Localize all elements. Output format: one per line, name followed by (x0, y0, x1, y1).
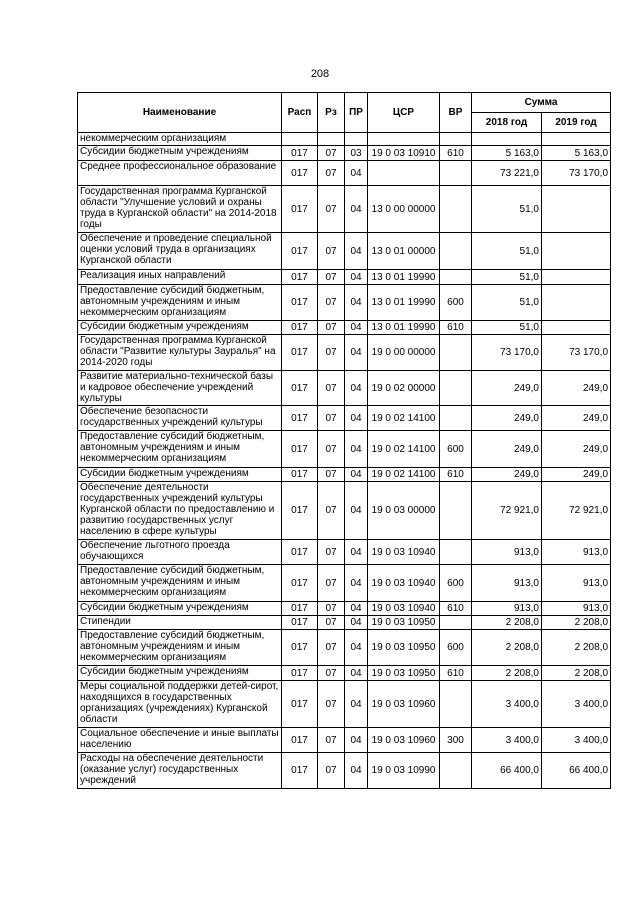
row-sum-2019: 5 163,0 (542, 146, 611, 161)
row-name: Стипендии (78, 616, 282, 630)
row-vr: 600 (440, 630, 472, 666)
row-csr: 19 0 00 00000 (368, 335, 440, 371)
row-sum-2019 (542, 133, 611, 146)
table-body (78, 133, 611, 789)
row-name: Предоставление субсидий бюджетным, автономным учреждениям и иным некоммерческим организациям (78, 431, 282, 468)
row-name: Предоставление субсидий бюджетным, автономным учреждениям и иным некоммерческим организациям (78, 565, 282, 602)
row-name: Реализация иных направлений (78, 270, 282, 285)
row-sum-2019: 2 208,0 (542, 666, 611, 681)
row-csr: 19 0 03 10950 (368, 616, 440, 630)
row-name: Государственная программа Курганской области "Улучшение условий и охраны труда в Курганской области" на 2014-2018 годы (78, 186, 282, 233)
row-sum-2018: 913,0 (472, 602, 542, 616)
row-rasp: 017 (282, 630, 318, 666)
row-vr (440, 753, 472, 789)
row-csr: 19 0 03 10960 (368, 728, 440, 753)
row-sum-2019 (542, 285, 611, 321)
row-rz: 07 (318, 335, 345, 371)
row-csr (368, 133, 440, 146)
row-rasp: 017 (282, 666, 318, 681)
row-rasp: 017 (282, 321, 318, 335)
row-csr: 19 0 03 10950 (368, 630, 440, 666)
table-row (78, 681, 611, 728)
table-row (78, 285, 611, 321)
row-pr: 04 (345, 321, 368, 335)
row-rasp: 017 (282, 753, 318, 789)
row-name: Субсидии бюджетным учреждениям (78, 146, 282, 161)
row-pr: 04 (345, 666, 368, 681)
row-rz: 07 (318, 270, 345, 285)
row-csr: 13 0 01 19990 (368, 321, 440, 335)
row-pr: 04 (345, 565, 368, 602)
row-sum-2018: 3 400,0 (472, 681, 542, 728)
row-vr: 300 (440, 728, 472, 753)
table-row (78, 133, 611, 146)
row-sum-2019 (542, 321, 611, 335)
row-rasp: 017 (282, 728, 318, 753)
table-row (78, 602, 611, 616)
row-name: Субсидии бюджетным учреждениям (78, 321, 282, 335)
table-row (78, 468, 611, 482)
row-rz: 07 (318, 565, 345, 602)
row-name: Среднее профессиональное образование (78, 161, 282, 186)
row-rasp: 017 (282, 482, 318, 540)
row-rz: 07 (318, 602, 345, 616)
row-name: Государственная программа Курганской области "Развитие культуры Зауралья" на 2014-2020 годы (78, 335, 282, 371)
row-sum-2019: 3 400,0 (542, 728, 611, 753)
table-row (78, 666, 611, 681)
row-pr: 04 (345, 602, 368, 616)
row-sum-2018 (472, 133, 542, 146)
row-name: Обеспечение безопасности государственных учреждений культуры (78, 406, 282, 431)
table-row (78, 146, 611, 161)
row-rz (318, 133, 345, 146)
row-csr: 19 0 03 00000 (368, 482, 440, 540)
row-name: Обеспечение деятельности государственных учреждений культуры Курганской области по предоставлению и развитию государственных услуг населению в сфере культуры (78, 482, 282, 540)
row-name: Обеспечение и проведение специальной оценки условий труда в организациях Курганской области (78, 233, 282, 270)
row-vr (440, 270, 472, 285)
row-csr: 19 0 03 10990 (368, 753, 440, 789)
row-sum-2018: 249,0 (472, 431, 542, 468)
table-row (78, 630, 611, 666)
row-rz: 07 (318, 431, 345, 468)
row-pr: 04 (345, 161, 368, 186)
row-pr: 04 (345, 468, 368, 482)
row-pr: 04 (345, 186, 368, 233)
row-sum-2018: 249,0 (472, 468, 542, 482)
table-row (78, 728, 611, 753)
row-sum-2018: 51,0 (472, 186, 542, 233)
row-rz: 07 (318, 146, 345, 161)
row-vr (440, 482, 472, 540)
header-year-2018: 2018 год (472, 113, 542, 133)
table-row (78, 482, 611, 540)
row-sum-2019: 913,0 (542, 540, 611, 565)
table-row (78, 753, 611, 789)
row-name: Расходы на обеспечение деятельности (оказание услуг) государственных учреждений (78, 753, 282, 789)
header-rz: Рз (318, 93, 345, 133)
row-rasp: 017 (282, 186, 318, 233)
row-pr: 04 (345, 681, 368, 728)
row-csr (368, 161, 440, 186)
row-vr: 600 (440, 285, 472, 321)
row-name: Предоставление субсидий бюджетным, автономным учреждениям и иным некоммерческим организациям (78, 630, 282, 666)
row-csr: 19 0 03 10910 (368, 146, 440, 161)
row-vr (440, 186, 472, 233)
row-sum-2019: 73 170,0 (542, 161, 611, 186)
row-pr: 04 (345, 233, 368, 270)
row-rasp: 017 (282, 616, 318, 630)
row-sum-2018: 2 208,0 (472, 630, 542, 666)
row-csr: 19 0 03 10940 (368, 540, 440, 565)
row-sum-2018: 51,0 (472, 233, 542, 270)
table-row (78, 371, 611, 406)
row-rasp: 017 (282, 468, 318, 482)
row-rz: 07 (318, 161, 345, 186)
row-rasp: 017 (282, 161, 318, 186)
row-sum-2019: 2 208,0 (542, 630, 611, 666)
table-row (78, 270, 611, 285)
row-vr: 610 (440, 321, 472, 335)
row-rz: 07 (318, 186, 345, 233)
table-row (78, 431, 611, 468)
table-row (78, 186, 611, 233)
row-vr: 610 (440, 146, 472, 161)
row-pr (345, 133, 368, 146)
row-rz: 07 (318, 406, 345, 431)
row-sum-2018: 51,0 (472, 270, 542, 285)
row-name: Предоставление субсидий бюджетным, автономным учреждениям и иным некоммерческим организациям (78, 285, 282, 321)
row-csr: 19 0 03 10950 (368, 666, 440, 681)
row-vr: 610 (440, 602, 472, 616)
row-pr: 04 (345, 482, 368, 540)
row-pr: 04 (345, 753, 368, 789)
row-rasp (282, 133, 318, 146)
row-sum-2019: 66 400,0 (542, 753, 611, 789)
row-csr: 19 0 03 10940 (368, 602, 440, 616)
row-rasp: 017 (282, 540, 318, 565)
header-rasp: Расп (282, 93, 318, 133)
row-pr: 04 (345, 335, 368, 371)
row-vr (440, 681, 472, 728)
row-name: Субсидии бюджетным учреждениям (78, 468, 282, 482)
row-csr: 13 0 01 19990 (368, 270, 440, 285)
header-csr: ЦСР (368, 93, 440, 133)
row-vr (440, 233, 472, 270)
table-row (78, 321, 611, 335)
row-rasp: 017 (282, 335, 318, 371)
row-sum-2019: 73 170,0 (542, 335, 611, 371)
header-name: Наименование (78, 93, 282, 133)
row-sum-2019 (542, 233, 611, 270)
header-sum: Сумма (472, 93, 611, 113)
header-pr: ПР (345, 93, 368, 133)
row-pr: 04 (345, 270, 368, 285)
row-pr: 03 (345, 146, 368, 161)
row-rasp: 017 (282, 681, 318, 728)
row-rasp: 017 (282, 270, 318, 285)
row-sum-2018: 5 163,0 (472, 146, 542, 161)
row-pr: 04 (345, 406, 368, 431)
row-sum-2019 (542, 186, 611, 233)
row-sum-2019: 249,0 (542, 431, 611, 468)
row-rz: 07 (318, 540, 345, 565)
table-header (78, 93, 611, 133)
row-vr (440, 335, 472, 371)
row-rz: 07 (318, 728, 345, 753)
row-vr: 610 (440, 666, 472, 681)
row-sum-2019: 3 400,0 (542, 681, 611, 728)
row-rz: 07 (318, 753, 345, 789)
row-vr (440, 406, 472, 431)
row-rz: 07 (318, 681, 345, 728)
row-name: Субсидии бюджетным учреждениям (78, 666, 282, 681)
row-rasp: 017 (282, 285, 318, 321)
row-rasp: 017 (282, 371, 318, 406)
row-sum-2019: 913,0 (542, 602, 611, 616)
row-csr: 19 0 02 14100 (368, 468, 440, 482)
row-vr: 600 (440, 565, 472, 602)
row-pr: 04 (345, 431, 368, 468)
row-sum-2018: 2 208,0 (472, 616, 542, 630)
row-name: некоммерческим организациям (78, 133, 282, 146)
row-rasp: 017 (282, 233, 318, 270)
row-rasp: 017 (282, 602, 318, 616)
row-sum-2019: 249,0 (542, 371, 611, 406)
row-rasp: 017 (282, 565, 318, 602)
row-csr: 13 0 01 19990 (368, 285, 440, 321)
row-sum-2019: 249,0 (542, 406, 611, 431)
row-name: Обеспечение льготного проезда обучающихся (78, 540, 282, 565)
row-pr: 04 (345, 630, 368, 666)
row-vr (440, 133, 472, 146)
row-name: Меры социальной поддержки детей-сирот, находящихся в государственных организациях (учреждениях) Курганской области (78, 681, 282, 728)
row-sum-2018: 913,0 (472, 540, 542, 565)
row-rz: 07 (318, 630, 345, 666)
row-rz: 07 (318, 482, 345, 540)
row-sum-2018: 2 208,0 (472, 666, 542, 681)
row-rz: 07 (318, 468, 345, 482)
row-csr: 19 0 02 14100 (368, 431, 440, 468)
table-row (78, 406, 611, 431)
row-sum-2018: 51,0 (472, 285, 542, 321)
row-sum-2019: 2 208,0 (542, 616, 611, 630)
row-csr: 13 0 01 00000 (368, 233, 440, 270)
row-pr: 04 (345, 616, 368, 630)
row-sum-2018: 51,0 (472, 321, 542, 335)
row-vr (440, 540, 472, 565)
row-pr: 04 (345, 285, 368, 321)
row-sum-2018: 913,0 (472, 565, 542, 602)
row-csr: 13 0 00 00000 (368, 186, 440, 233)
row-sum-2018: 73 221,0 (472, 161, 542, 186)
row-sum-2018: 249,0 (472, 406, 542, 431)
row-rz: 07 (318, 285, 345, 321)
row-vr: 610 (440, 468, 472, 482)
row-sum-2018: 249,0 (472, 371, 542, 406)
row-rz: 07 (318, 616, 345, 630)
row-vr (440, 616, 472, 630)
row-pr: 04 (345, 540, 368, 565)
table-row (78, 161, 611, 186)
row-sum-2018: 3 400,0 (472, 728, 542, 753)
row-vr (440, 371, 472, 406)
row-rz: 07 (318, 666, 345, 681)
row-csr: 19 0 02 14100 (368, 406, 440, 431)
row-sum-2019: 913,0 (542, 565, 611, 602)
budget-table (77, 92, 611, 789)
row-pr: 04 (345, 728, 368, 753)
row-sum-2018: 66 400,0 (472, 753, 542, 789)
row-rz: 07 (318, 321, 345, 335)
row-sum-2019: 249,0 (542, 468, 611, 482)
table-row (78, 540, 611, 565)
row-sum-2018: 73 170,0 (472, 335, 542, 371)
row-name: Субсидии бюджетным учреждениям (78, 602, 282, 616)
row-name: Социальное обеспечение и иные выплаты населению (78, 728, 282, 753)
row-csr: 19 0 03 10960 (368, 681, 440, 728)
row-rz: 07 (318, 371, 345, 406)
row-sum-2019 (542, 270, 611, 285)
page-number: 208 (310, 68, 330, 80)
row-name: Развитие материально-технической базы и кадровое обеспечение учреждений культуры (78, 371, 282, 406)
row-pr: 04 (345, 371, 368, 406)
row-vr (440, 161, 472, 186)
table-row (78, 233, 611, 270)
header-vr: ВР (440, 93, 472, 133)
row-sum-2018: 72 921,0 (472, 482, 542, 540)
row-csr: 19 0 03 10940 (368, 565, 440, 602)
header-year-2019: 2019 год (542, 113, 611, 133)
row-csr: 19 0 02 00000 (368, 371, 440, 406)
table-row (78, 616, 611, 630)
row-rasp: 017 (282, 431, 318, 468)
row-vr: 600 (440, 431, 472, 468)
row-rasp: 017 (282, 406, 318, 431)
row-sum-2019: 72 921,0 (542, 482, 611, 540)
row-rasp: 017 (282, 146, 318, 161)
row-rz: 07 (318, 233, 345, 270)
table-row (78, 565, 611, 602)
table-row (78, 335, 611, 371)
